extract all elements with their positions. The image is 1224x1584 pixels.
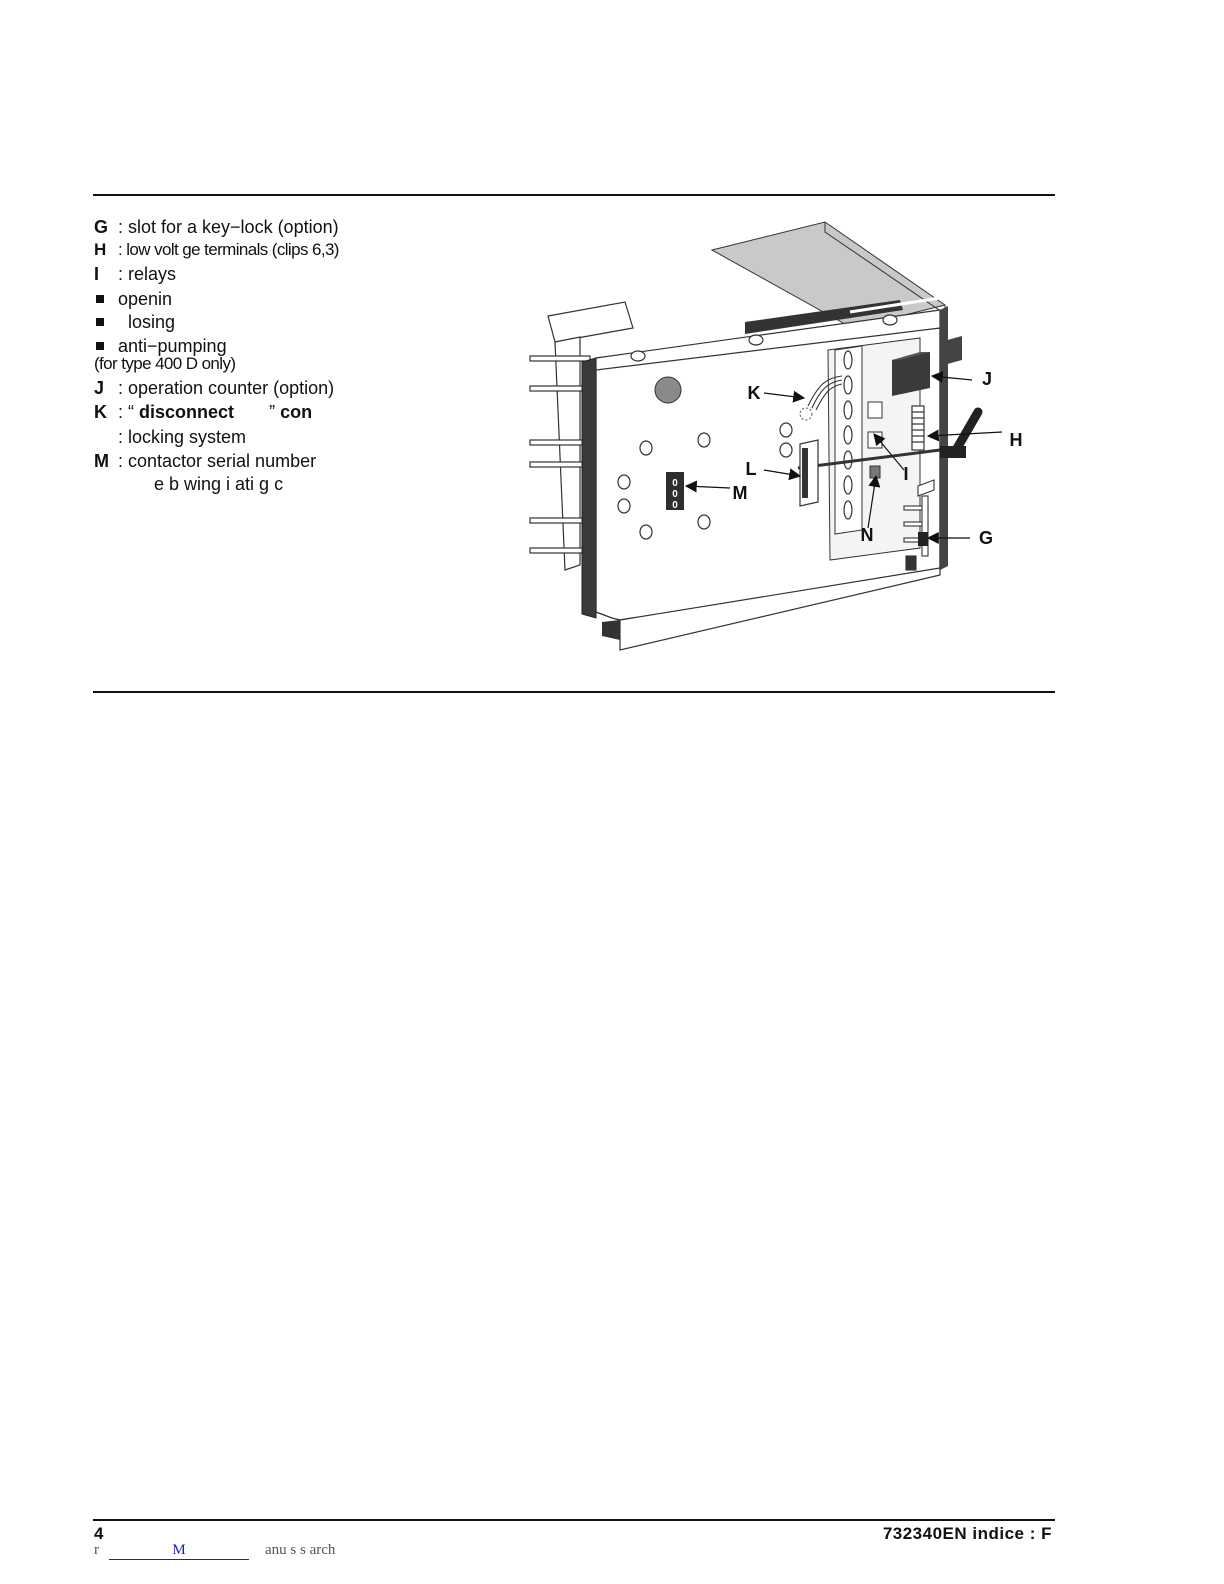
legend-item-k: K : “ disconnect ” con	[94, 402, 313, 422]
relays	[868, 402, 882, 478]
middle-rule	[93, 691, 1055, 693]
counter-digit: 0	[672, 478, 678, 489]
manual-link[interactable]: M	[109, 1542, 249, 1560]
label-m: M	[732, 483, 748, 503]
label-k: K	[747, 383, 761, 403]
legend-subitem-closing: losing	[94, 311, 175, 333]
label-h: H	[1009, 430, 1023, 450]
footer-source-line: r M anu s s arch	[94, 1542, 336, 1558]
label-l: L	[745, 459, 757, 479]
bullet-icon	[96, 318, 104, 326]
page-number: 4	[94, 1524, 104, 1543]
legend-item-i: I : relays	[94, 264, 177, 284]
label-i: I	[903, 464, 909, 484]
label-g: G	[978, 528, 994, 548]
legend-item-g: G : slot for a key−lock (option)	[94, 217, 339, 237]
circle-mark	[655, 377, 681, 403]
top-rule	[93, 194, 1055, 196]
legend-item-n: e b wing i ati g c	[154, 474, 284, 494]
counter-digit: 0	[672, 489, 678, 500]
legend-item-l: : locking system	[118, 427, 247, 447]
bullet-icon	[96, 342, 104, 350]
footer-rule	[93, 1519, 1055, 1521]
legend-subitem-anti-pumping: anti−pumping	[94, 335, 227, 357]
legend-item-m: M : contactor serial number	[94, 451, 317, 471]
counter-digit: 0	[672, 500, 678, 511]
label-j: J	[981, 369, 993, 389]
terminals	[912, 406, 924, 450]
legend-item-j: J : operation counter (option)	[94, 378, 335, 398]
label-n: N	[860, 525, 874, 545]
bullet-icon	[96, 295, 104, 303]
contactor-diagram	[500, 210, 1060, 670]
document-reference: 732340EN indice : F	[882, 1524, 1052, 1543]
legend-subitem-opening: openin	[94, 288, 172, 310]
legend-item-h: H : low volt ge terminals (clips 6,3)	[94, 240, 339, 259]
legend-note-type-400d: (for type 400 D only)	[94, 354, 236, 373]
